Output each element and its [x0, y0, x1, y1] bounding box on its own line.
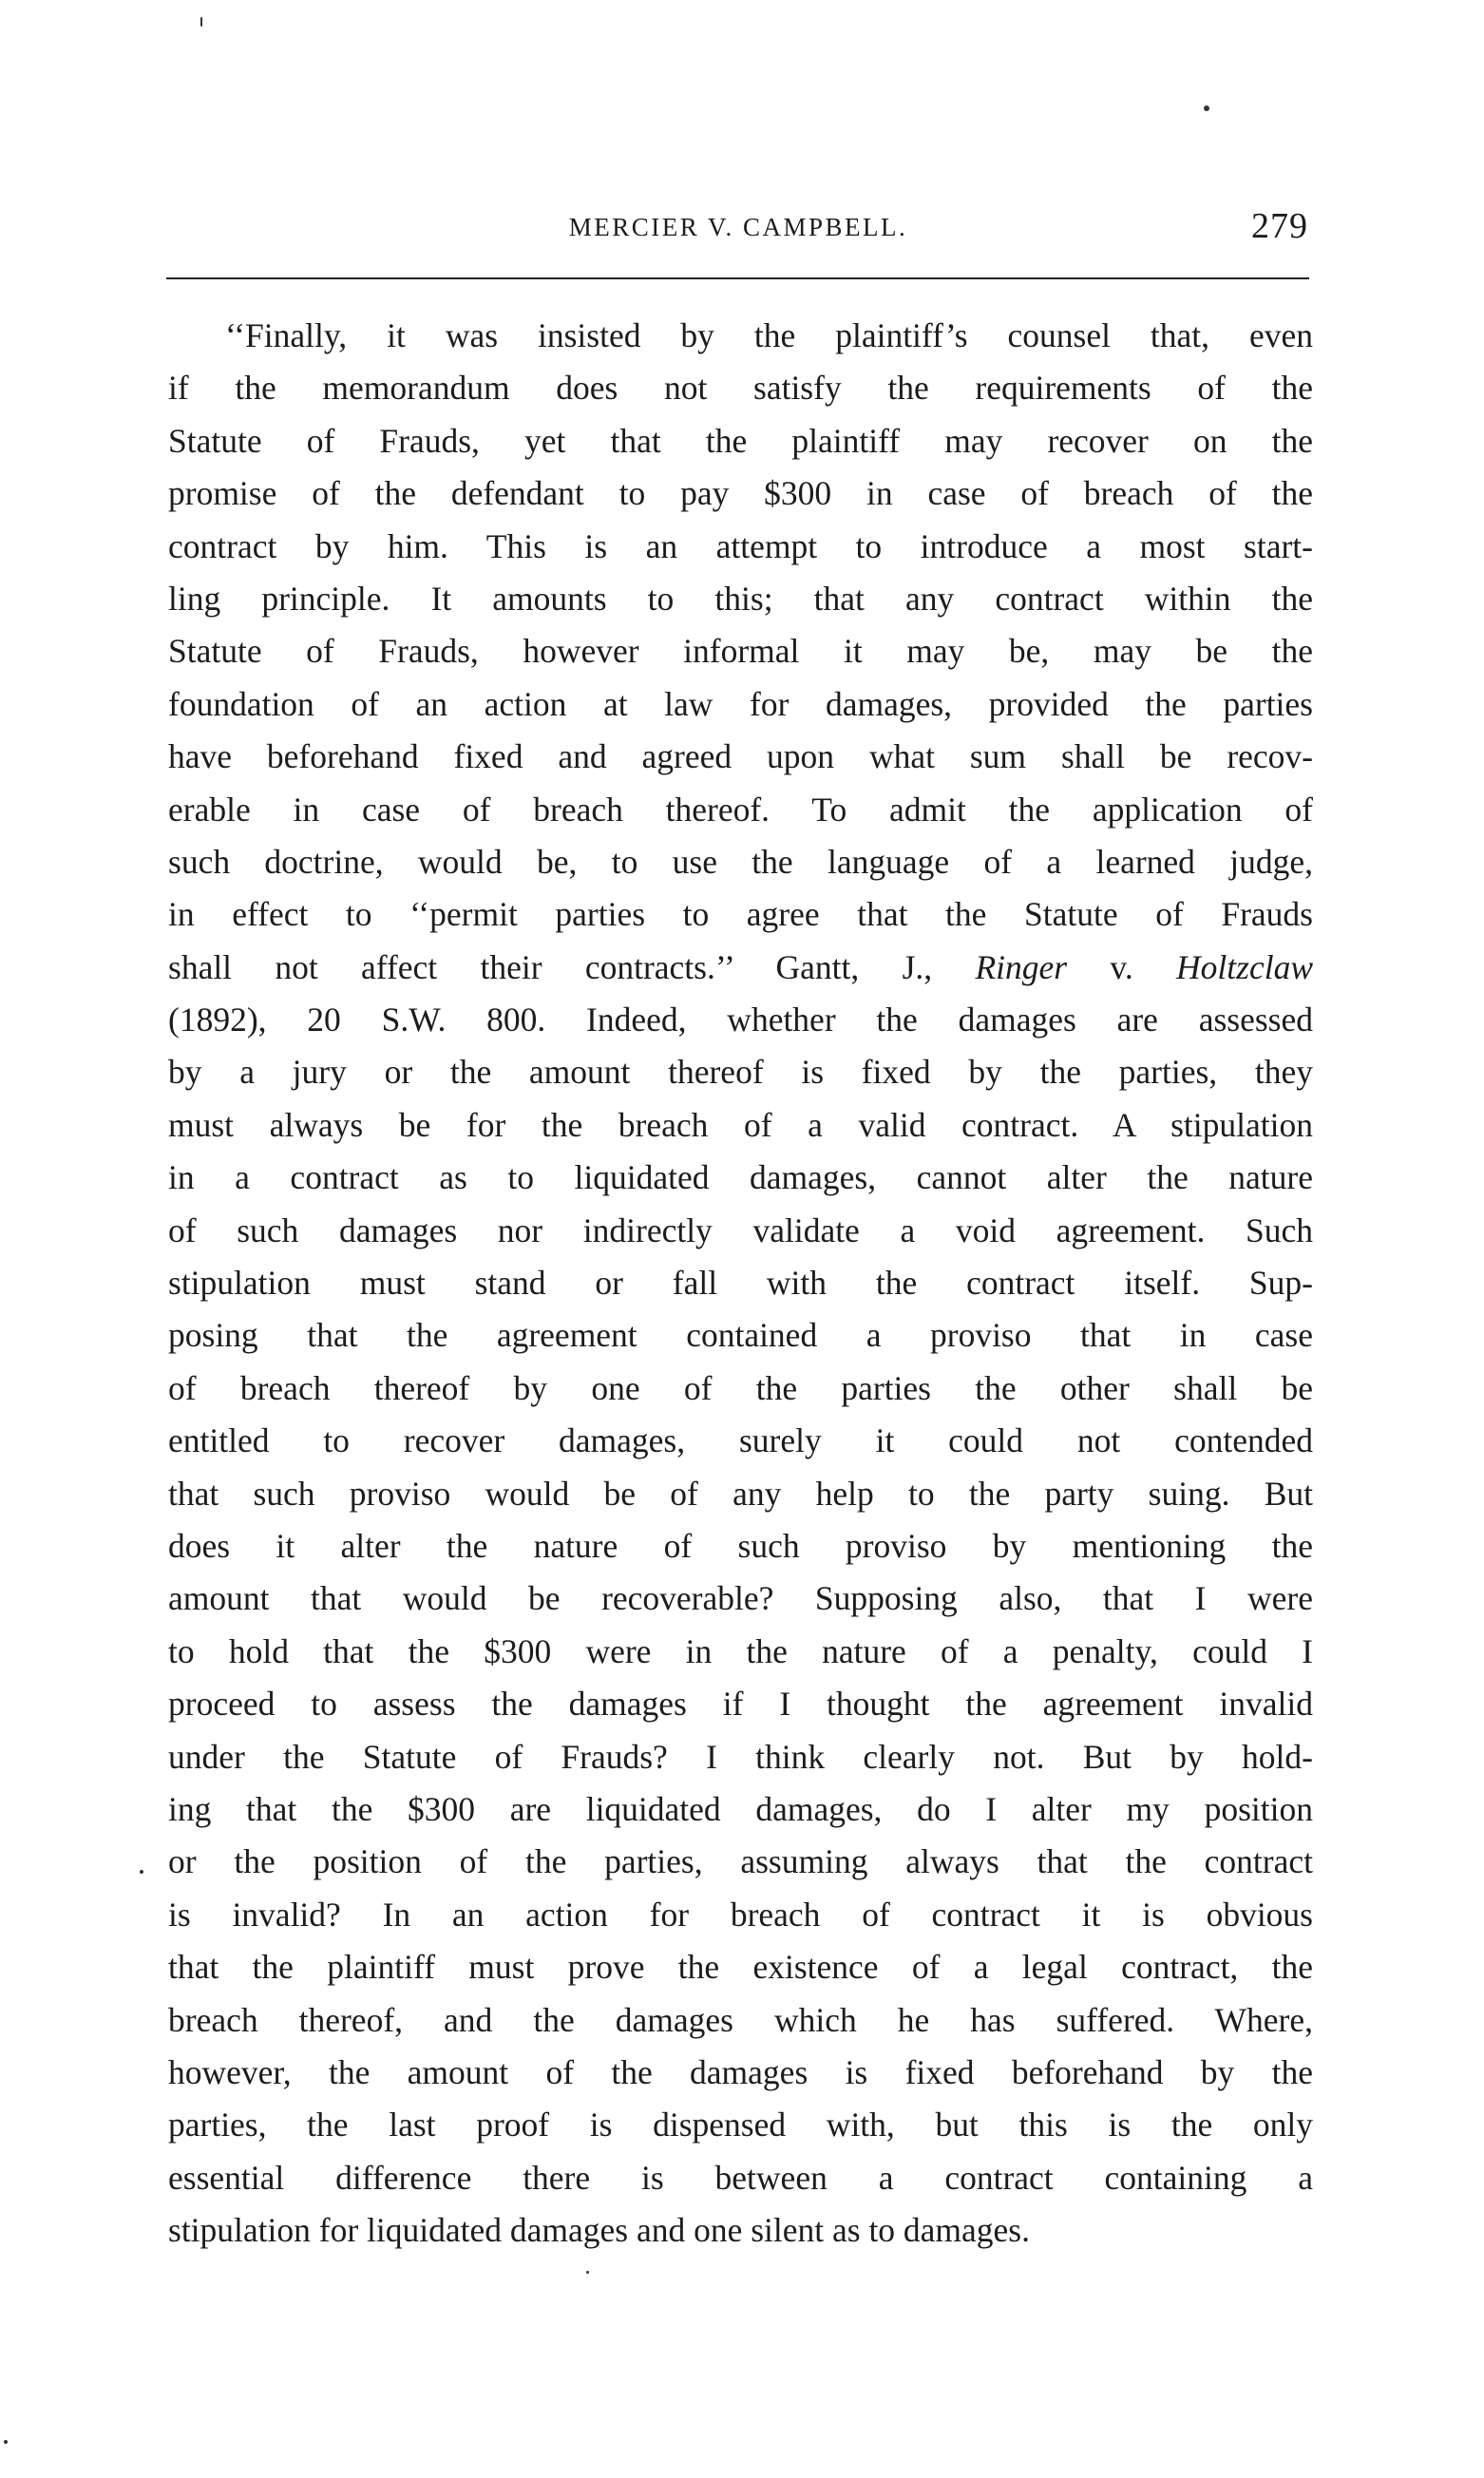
- text-line: if the memorandum does not satisfy the requirements of the: [168, 369, 1313, 408]
- text-line: or the position of the parties, assuming always that the contract: [168, 1842, 1313, 1881]
- text-line: amount that would be recoverable? Supposing also, that I were: [168, 1579, 1313, 1618]
- text-line: promise of the defendant to pay $300 in case of breach of the: [168, 474, 1313, 513]
- text-line: to hold that the $300 were in the nature of a penalty, could I: [168, 1631, 1313, 1670]
- case-name-defendant: Holtzclaw: [1176, 947, 1313, 986]
- ink-speck: [1204, 105, 1209, 111]
- text-line: in a contract as to liquidated damages, cannot alter the nature: [168, 1158, 1313, 1197]
- text-line: stipulation for liquidated damages and one silent as to damages.: [168, 2211, 1031, 2250]
- text-line: breach thereof, and the damages which he has suffered. Where,: [168, 2000, 1313, 2039]
- text-line: is invalid? In an action for breach of contract it is obvious: [168, 1895, 1313, 1934]
- text-line: Statute of Frauds, yet that the plaintiff may recover on the: [168, 421, 1313, 460]
- text-line: posing that the agreement contained a proviso that in case: [168, 1316, 1313, 1355]
- text-line: that such proviso would be of any help to the party suing. But: [168, 1474, 1313, 1513]
- text-line: of breach thereof by one of the parties the other shall be: [168, 1368, 1313, 1407]
- citation-lead-text: shall not affect their contracts.’’ Gantt, J.,: [168, 947, 976, 986]
- text-line: that the plaintiff must prove the existence of a legal contract, the: [168, 1948, 1313, 1987]
- text-line: have beforehand fixed and agreed upon what sum shall be recov-: [168, 737, 1313, 776]
- ink-speck: [4, 2440, 8, 2444]
- text-line: entitled to recover damages, surely it could not contended: [168, 1421, 1313, 1460]
- text-line: such doctrine, would be, to use the language of a learned judge,: [168, 842, 1313, 881]
- text-line: in effect to ‘‘permit parties to agree that the Statute of Frauds: [168, 895, 1313, 934]
- case-name-plaintiff: Ringer: [975, 947, 1068, 986]
- ink-speck: [140, 1870, 143, 1874]
- text-line: under the Statute of Frauds? I think clearly not. But by hold-: [168, 1737, 1313, 1776]
- text-line: ling principle. It amounts to this; that any contract within the: [168, 579, 1313, 618]
- text-line: does it alter the nature of such proviso by mentioning the: [168, 1526, 1313, 1565]
- text-line: must always be for the breach of a valid contract. A stipulation: [168, 1105, 1313, 1144]
- text-line: stipulation must stand or fall with the contract itself. Sup-: [168, 1264, 1313, 1303]
- text-line: of such damages nor indirectly validate a void agreement. Such: [168, 1210, 1313, 1249]
- text-line: parties, the last proof is dispensed with, but this is the only: [168, 2106, 1313, 2144]
- text-line: erable in case of breach thereof. To admit the application of: [168, 790, 1313, 829]
- text-line-with-citation: [168, 942, 1313, 994]
- text-line: however, the amount of the damages is fixed beforehand by the: [168, 2052, 1313, 2091]
- text-line: ‘‘Finally, it was insisted by the plaintiff’s counsel that, even: [225, 316, 1313, 354]
- case-versus: v.: [1067, 947, 1177, 986]
- text-line: contract by him. This is an attempt to introduce a most start-: [168, 526, 1313, 565]
- running-title: MERCIER V. CAMPBELL.: [568, 213, 908, 241]
- text-line: foundation of an action at law for damages, provided the parties: [168, 684, 1313, 723]
- text-line: proceed to assess the damages if I thought the agreement invalid: [168, 1685, 1313, 1724]
- text-line: ing that the $300 are liquidated damages, do I alter my position: [168, 1789, 1313, 1828]
- text-line: (1892), 20 S.W. 800. Indeed, whether the damages are assessed: [168, 1001, 1313, 1039]
- ink-speck: [200, 17, 202, 27]
- page-number: 279: [1251, 206, 1308, 246]
- quoted-paragraph: [168, 310, 1313, 2257]
- text-line: Statute of Frauds, however informal it may be, may be the: [168, 632, 1313, 671]
- ink-speck: [586, 2271, 589, 2274]
- text-line: essential difference there is between a contract containing a: [168, 2158, 1313, 2197]
- running-head: [168, 205, 1308, 255]
- header-rule: [166, 277, 1309, 279]
- text-line: by a jury or the amount thereof is fixed by the parties, they: [168, 1053, 1313, 1092]
